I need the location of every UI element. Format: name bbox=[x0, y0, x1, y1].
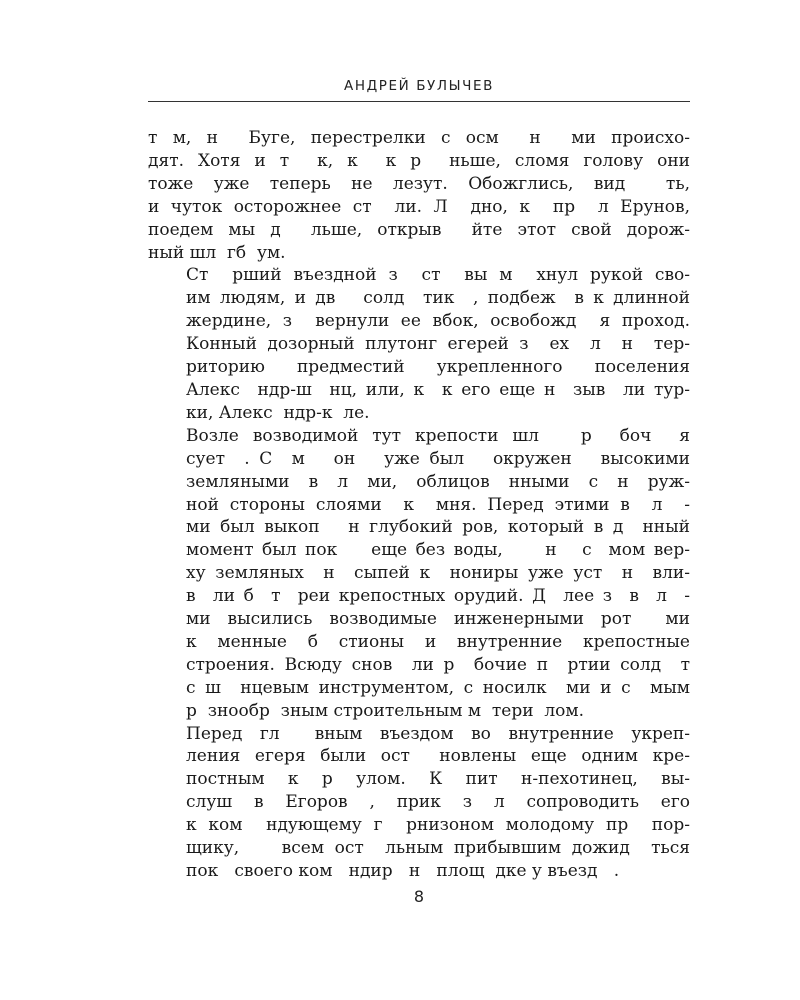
text-line: и чуток осторожнее ст ли. Л дно, к пр л Ерунов, bbox=[148, 196, 690, 217]
text-line: момент был пок еще без воды, н с мом вер- bbox=[186, 540, 690, 561]
page-number: 8 bbox=[413, 887, 425, 906]
text-line: Ст рший въездной з ст вы м хнул рукой сво- bbox=[186, 265, 690, 286]
text-line: земляными в л ми, облицов нными с н руж- bbox=[186, 471, 690, 492]
text-line: р знообр зным строительным м тери лом. bbox=[186, 700, 585, 721]
text-line: в ли б т реи крепостных орудий. Д лее з в л - bbox=[186, 586, 690, 607]
text-line: т м, н Буге, перестрелки с осм н ми происхо- bbox=[148, 128, 690, 148]
paragraph-3 bbox=[148, 425, 690, 723]
text-line: ми был выкоп н глубокий ров, который в д нный bbox=[186, 517, 690, 538]
text-line: ления егеря были ост новлены еще одним кре- bbox=[186, 746, 690, 767]
header-rule bbox=[148, 101, 690, 102]
text-line: Алекс ндр-ш нц, или, к к его еще н зыв ли тур- bbox=[186, 379, 690, 400]
text-line: ной стороны слоями к мня. Перед этими в л - bbox=[186, 494, 690, 515]
text-line: постным к р улом. К пит н-пехотинец, вы- bbox=[186, 769, 690, 790]
text-line: ми высились возводимые инженерными рот ми bbox=[186, 609, 690, 630]
text-line: сует . С м он уже был окружен высокими bbox=[186, 448, 690, 469]
text-line: слуш в Егоров , прик з л сопроводить его bbox=[186, 792, 690, 813]
text-line: к ком ндующему г рнизоном молодому пр пор- bbox=[186, 815, 690, 836]
text-line: поедем мы д льше, открыв йте этот свой дорож- bbox=[148, 219, 690, 240]
text-line: Конный дозорный плутонг егерей з ех л н тер- bbox=[186, 334, 690, 355]
paragraph-1 bbox=[148, 127, 690, 264]
text-line: Перед гл вным въездом во внутренние укреп- bbox=[186, 723, 690, 744]
text-line: ки, Алекс ндр-к ле. bbox=[186, 402, 370, 423]
text-line: пок своего ком ндир н площ дке у въезд . bbox=[186, 861, 620, 881]
paragraph-2 bbox=[148, 264, 690, 424]
text-line: ху земляных н сыпей к нониры уже уст н вли- bbox=[186, 563, 690, 584]
text-line: им людям, и дв солд тик , подбеж в к длинной bbox=[186, 288, 690, 309]
text-line: с ш нцевым инструментом, с носилк ми и с мым bbox=[186, 677, 690, 698]
text-line: дят. Хотя и т к, к к р ньше, сломя голову они bbox=[148, 150, 690, 171]
body-text bbox=[148, 127, 690, 883]
text-line: строения. Всюду снов ли р бочие п ртии солд т bbox=[186, 654, 690, 675]
text-line: тоже уже теперь не лезут. Обожглись, вид ть, bbox=[148, 173, 690, 194]
text-line: ный шл гб ум. bbox=[148, 242, 286, 263]
text-line: риторию предместий укрепленного поселения bbox=[186, 357, 690, 378]
text-line: к менные б стионы и внутренние крепостные bbox=[186, 631, 690, 652]
running-head-author: АНДРЕЙ БУЛЫЧЕВ bbox=[344, 78, 494, 94]
text-line: Возле возводимой тут крепости шл р боч я bbox=[186, 425, 690, 446]
paragraph-4 bbox=[148, 723, 690, 883]
text-line: жердине, з вернули ее вбок, освобожд я проход. bbox=[186, 311, 690, 332]
text-line: щику, всем ост льным прибывшим дожид ться bbox=[186, 838, 690, 859]
